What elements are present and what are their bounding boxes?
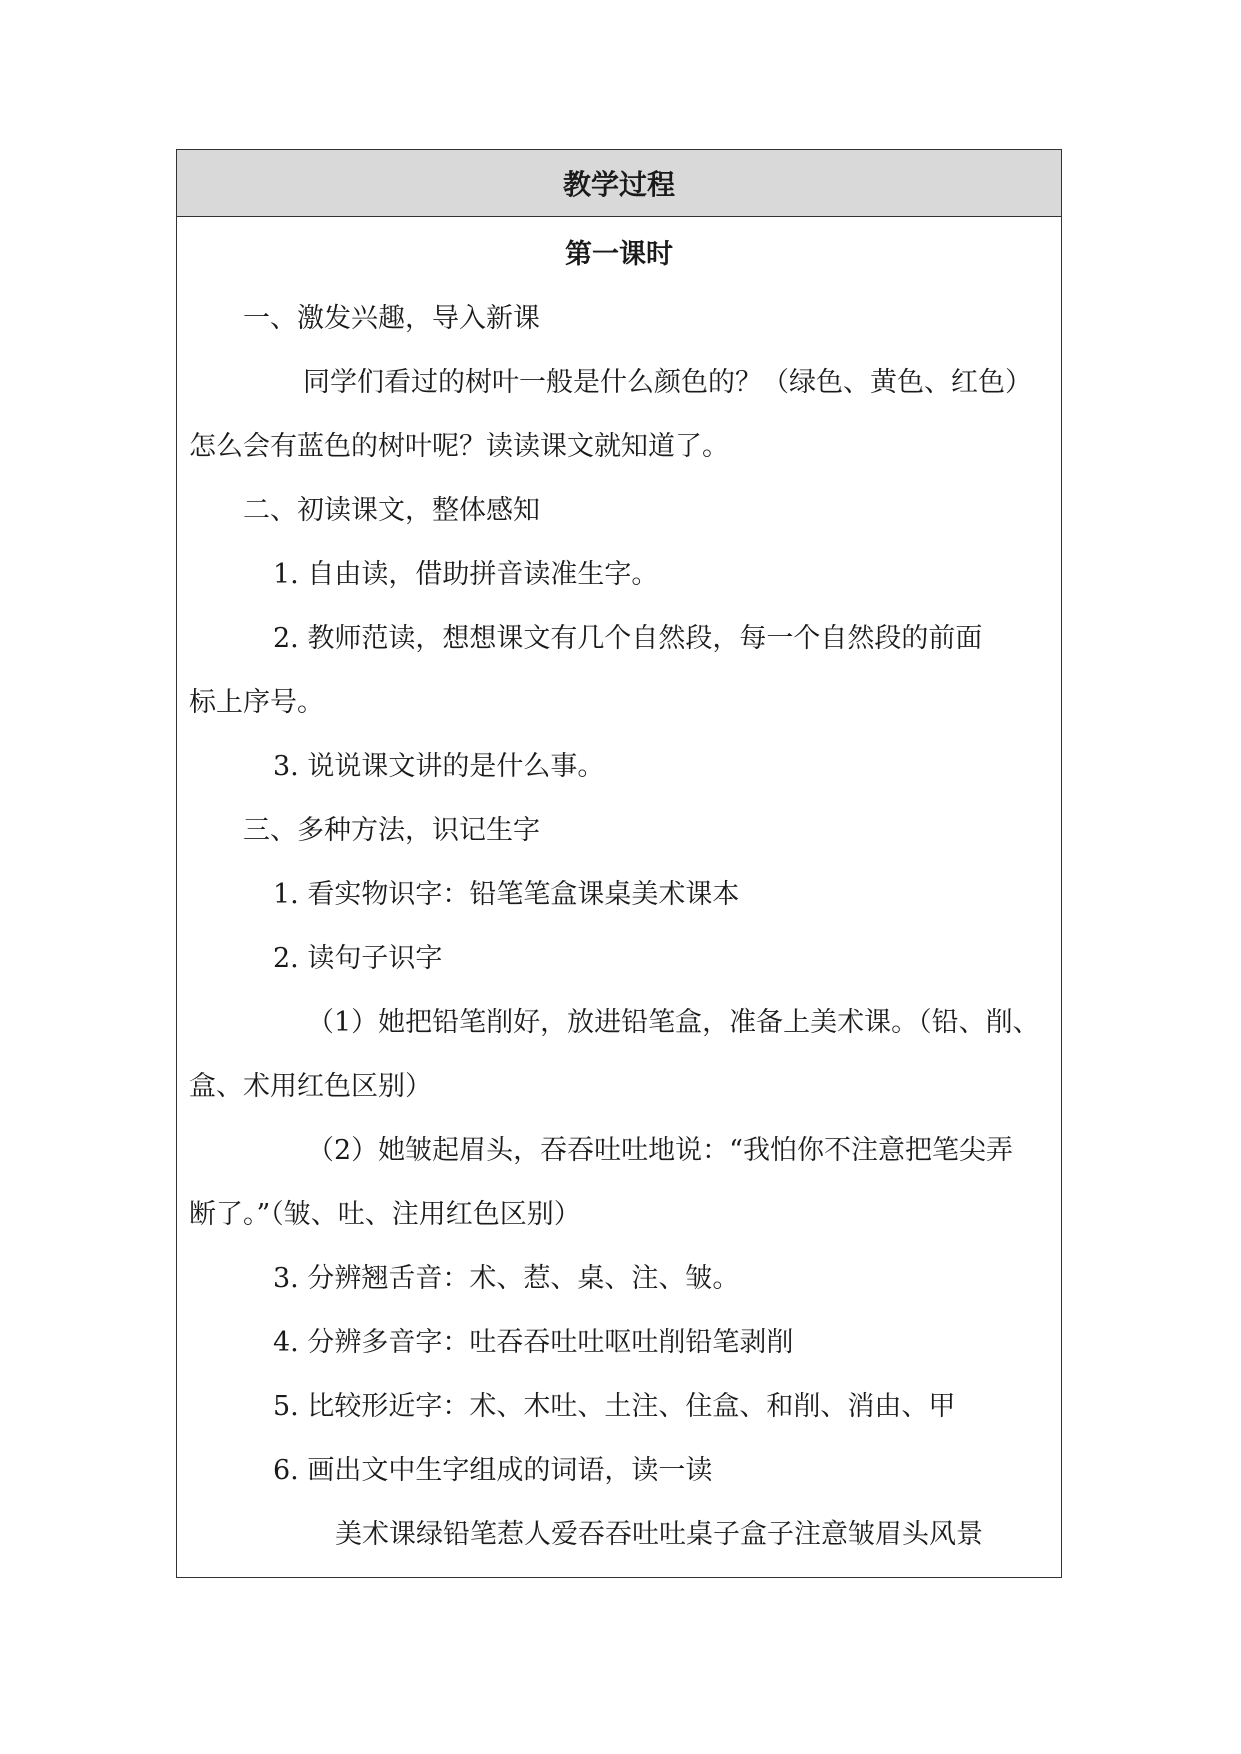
table-header: 教学过程 [177,150,1061,217]
list-item: 5. 比较形近字：术、木吐、土注、住盒、和削、消由、甲 [273,1391,956,1422]
paragraph-line: 怎么会有蓝色的树叶呢？读读课文就知道了。 [189,431,729,462]
teaching-process-table [176,149,1062,1578]
list-item-continuation: 标上序号。 [189,687,324,718]
section-heading: 一、激发兴趣，导入新课 [243,303,540,334]
sentence-item: （1）她把铅笔削好，放进铅笔盒，准备上美术课。（铅、削、 [307,1007,1040,1038]
list-item: 4. 分辨多音字：吐吞吞吐吐呕吐削铅笔剥削 [273,1327,794,1358]
session-title: 第一课时 [565,239,673,270]
vocabulary-line: 美术课绿铅笔惹人爱吞吞吐吐桌子盒子注意皱眉头风景 [335,1519,983,1550]
section-heading: 三、多种方法，识记生字 [243,815,540,846]
list-item: 2. 教师范读，想想课文有几个自然段，每一个自然段的前面 [273,623,983,654]
sentence-item-continuation: 断了。”（皱、吐、注用红色区别） [189,1199,581,1230]
list-item: 2. 读句子识字 [273,943,443,974]
list-item: 3. 说说课文讲的是什么事。 [273,751,605,782]
sentence-item: （2）她皱起眉头，吞吞吐吐地说：“我怕你不注意把笔尖弄 [307,1135,1013,1166]
paragraph-line: 同学们看过的树叶一般是什么颜色的？（绿色、黄色、红色） [303,367,1032,398]
sentence-item-continuation: 盒、术用红色区别） [189,1071,432,1102]
list-item: 1. 自由读，借助拼音读准生字。 [273,559,659,590]
list-item: 1. 看实物识字：铅笔笔盒课桌美术课本 [273,879,740,910]
list-item: 6. 画出文中生字组成的词语，读一读 [273,1455,713,1486]
section-heading: 二、初读课文，整体感知 [243,495,540,526]
list-item: 3. 分辨翘舌音：术、惹、桌、注、皱。 [273,1263,740,1294]
